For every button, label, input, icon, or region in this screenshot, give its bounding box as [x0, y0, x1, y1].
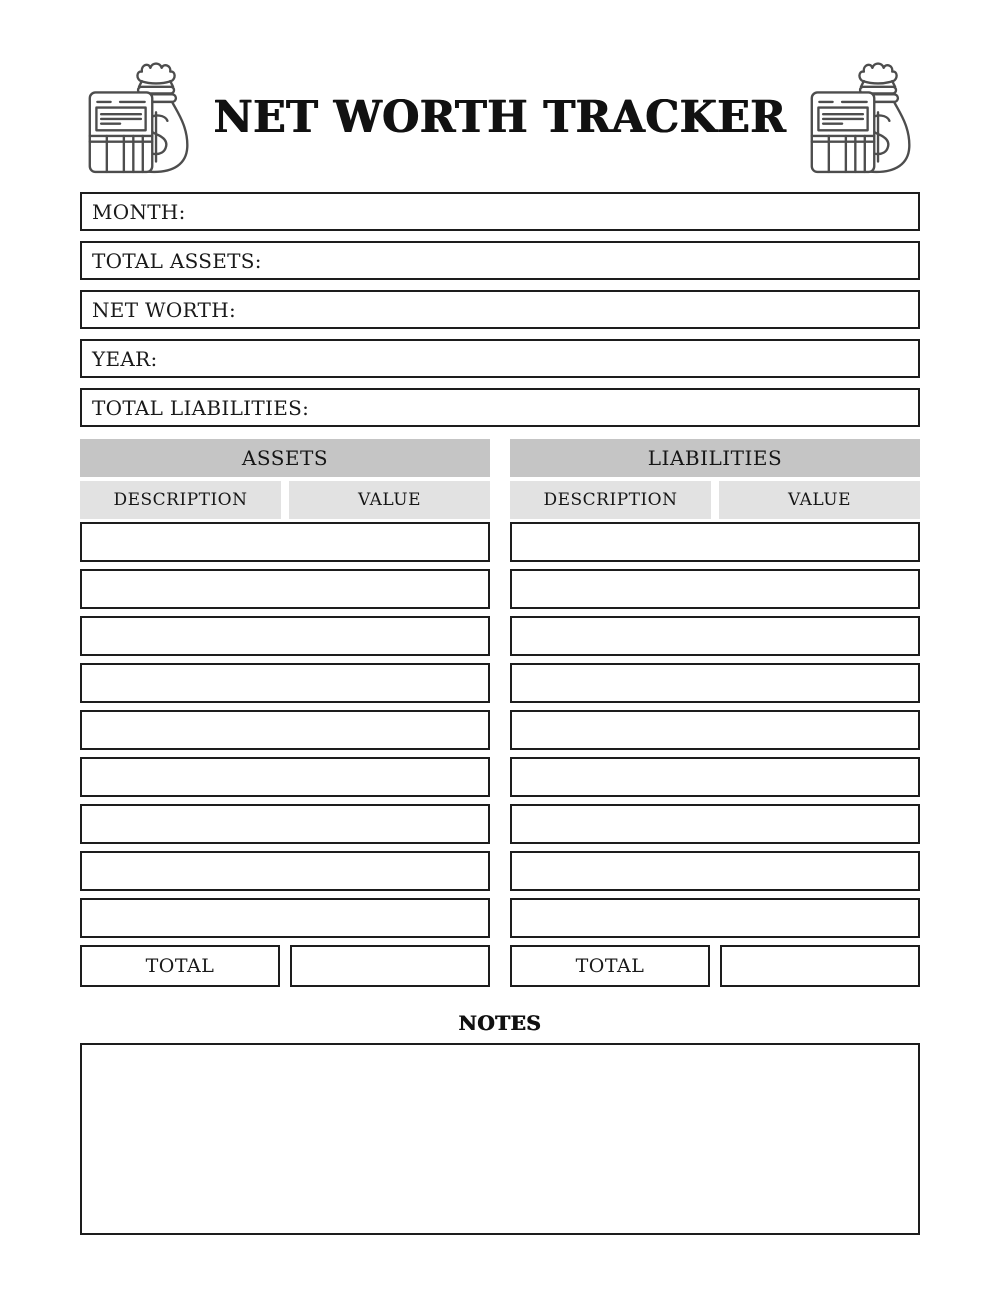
- liability-row[interactable]: [510, 851, 920, 891]
- asset-row[interactable]: [80, 616, 490, 656]
- liabilities-table: [510, 439, 920, 987]
- liabilities-total-label: TOTAL: [510, 945, 710, 987]
- total-liabilities-field[interactable]: [80, 388, 920, 427]
- liability-row[interactable]: [510, 616, 920, 656]
- assets-total-value-field[interactable]: [290, 945, 490, 987]
- liabilities-rows: [510, 522, 920, 938]
- net-worth-field-label: NET WORTH:: [92, 297, 236, 322]
- liability-row[interactable]: [510, 804, 920, 844]
- notes-field[interactable]: [80, 1043, 920, 1235]
- page-header: [86, 55, 914, 180]
- liabilities-total-row: [510, 945, 920, 987]
- assets-value-column-header: VALUE: [289, 481, 490, 519]
- assets-rows: [80, 522, 490, 938]
- liabilities-total-value-field[interactable]: [720, 945, 920, 987]
- tables-section: [80, 439, 920, 987]
- month-field[interactable]: [80, 192, 920, 231]
- assets-total-label: TOTAL: [80, 945, 280, 987]
- asset-row[interactable]: [80, 757, 490, 797]
- liability-row[interactable]: [510, 757, 920, 797]
- month-field-label: MONTH:: [92, 199, 186, 224]
- asset-row[interactable]: [80, 851, 490, 891]
- liabilities-subheader: [510, 481, 920, 519]
- liability-row[interactable]: [510, 898, 920, 938]
- page-title: NET WORTH TRACKER: [213, 92, 787, 143]
- total-liabilities-field-label: TOTAL LIABILITIES:: [92, 395, 310, 420]
- summary-fields: [80, 192, 920, 427]
- year-field-label: YEAR:: [92, 346, 158, 371]
- liabilities-table-header: LIABILITIES: [510, 439, 920, 477]
- assets-table: [80, 439, 490, 987]
- asset-row[interactable]: [80, 569, 490, 609]
- liability-row[interactable]: [510, 569, 920, 609]
- notes-title: NOTES: [458, 1011, 542, 1035]
- calculator-moneybag-icon: [86, 59, 192, 177]
- liability-row[interactable]: [510, 710, 920, 750]
- asset-row[interactable]: [80, 898, 490, 938]
- asset-row[interactable]: [80, 663, 490, 703]
- liabilities-value-column-header: VALUE: [719, 481, 920, 519]
- asset-row[interactable]: [80, 804, 490, 844]
- assets-table-header: ASSETS: [80, 439, 490, 477]
- asset-row[interactable]: [80, 522, 490, 562]
- liability-row[interactable]: [510, 663, 920, 703]
- assets-description-column-header: DESCRIPTION: [80, 481, 281, 519]
- asset-row[interactable]: [80, 710, 490, 750]
- assets-total-row: [80, 945, 490, 987]
- calculator-moneybag-icon: [808, 59, 914, 177]
- year-field[interactable]: [80, 339, 920, 378]
- total-assets-field[interactable]: [80, 241, 920, 280]
- net-worth-field[interactable]: [80, 290, 920, 329]
- total-assets-field-label: TOTAL ASSETS:: [92, 248, 262, 273]
- liability-row[interactable]: [510, 522, 920, 562]
- liabilities-description-column-header: DESCRIPTION: [510, 481, 711, 519]
- assets-subheader: [80, 481, 490, 519]
